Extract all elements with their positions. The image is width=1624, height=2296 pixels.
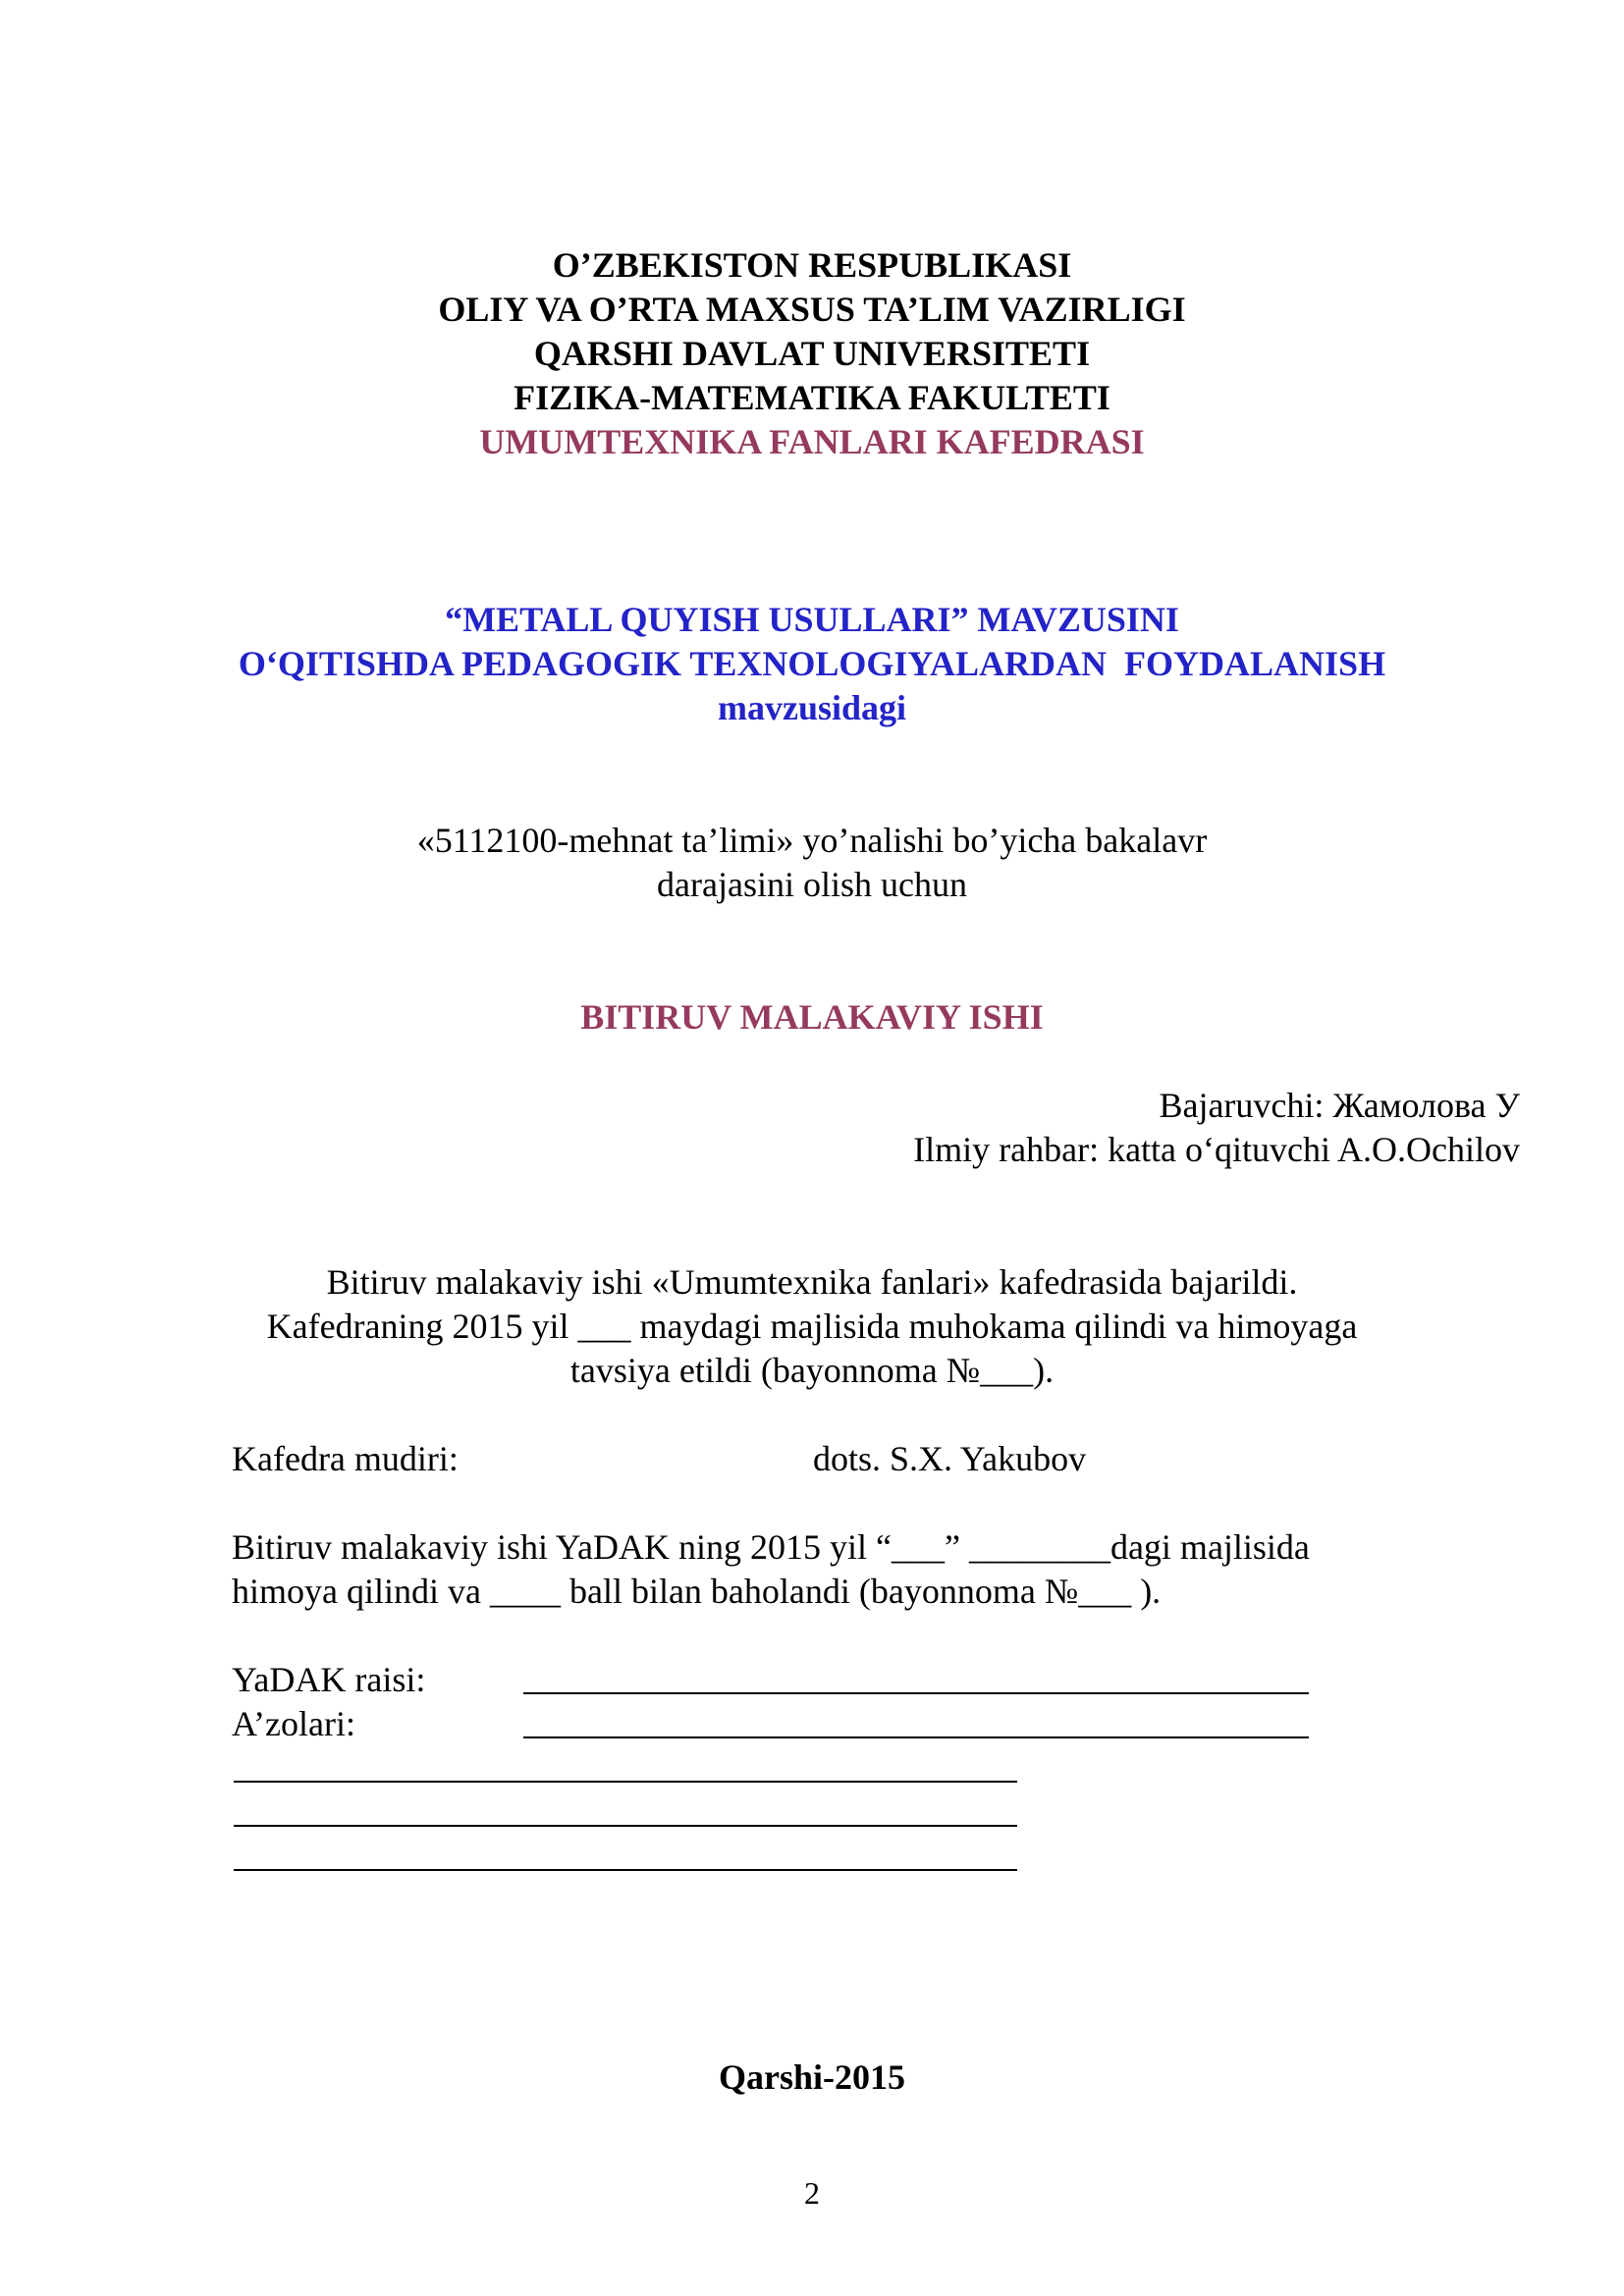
committee-member-signature-line	[234, 1781, 1017, 1783]
header-country: O’ZBEKISTON RESPUBLIKASI	[552, 245, 1072, 285]
defense-line1: Bitiruv malakaviy ishi YaDAK ning 2015 yil “___” ________dagi majlisida	[232, 1527, 1310, 1567]
defense-line2: himoya qilindi va ____ ball bilan baholandi (bayonnoma №___ ).	[232, 1572, 1162, 1611]
executor-line: Bajaruvchi: Жамолова У	[1159, 1086, 1520, 1125]
header-university: QARSHI DAVLAT UNIVERSITETI	[533, 334, 1091, 373]
committee-member-signature-line	[234, 1869, 1017, 1871]
degree-line2: darajasini olish uchun	[657, 865, 967, 904]
topic-title-line1: “METALL QUYISH USULLARI” MAVZUSINI	[445, 600, 1179, 639]
work-type-title: BITIRUV MALAKAVIY ISHI	[580, 997, 1044, 1037]
committee-chair-signature-line	[523, 1692, 1309, 1694]
degree-line1: «5112100-mehnat ta’limi» yo’nalishi bo’yicha bakalavr	[416, 821, 1208, 860]
committee-member-signature-line	[523, 1736, 1309, 1738]
header-department: UMUMTEXNIKA FANLARI KAFEDRASI	[479, 422, 1145, 461]
approval-line3: tavsiya etildi (bayonnoma №___).	[569, 1351, 1055, 1390]
header-faculty: FIZIKA-MATEMATIKA FAKULTETI	[514, 378, 1110, 417]
topic-title-line2: O‘QITISHDA PEDAGOGIK TEXNOLOGIYALARDAN FOYDALANISH	[238, 644, 1386, 683]
topic-title-line3: mavzusidagi	[717, 688, 907, 727]
committee-member-signature-line	[234, 1825, 1017, 1827]
approval-line2: Kafedraning 2015 yil ___ maydagi majlisida muhokama qilindi va himoyaga	[266, 1307, 1358, 1346]
head-of-department-label: Kafedra mudiri:	[232, 1439, 459, 1478]
head-of-department-name: dots. S.X. Yakubov	[813, 1439, 1087, 1478]
header-ministry: OLIY VA O’RTA MAXSUS TA’LIM VAZIRLIGI	[438, 290, 1186, 329]
approval-line1: Bitiruv malakaviy ishi «Umumtexnika fanlari» kafedrasida bajarildi.	[326, 1262, 1298, 1302]
supervisor-line: Ilmiy rahbar: katta o‘qituvchi A.O.Ochilov	[913, 1130, 1520, 1169]
place-year: Qarshi-2015	[718, 2057, 905, 2097]
committee-members-label: A’zolari:	[232, 1704, 355, 1743]
committee-chair-label: YaDAK raisi:	[232, 1660, 426, 1699]
page-number: 2	[804, 2175, 820, 2211]
